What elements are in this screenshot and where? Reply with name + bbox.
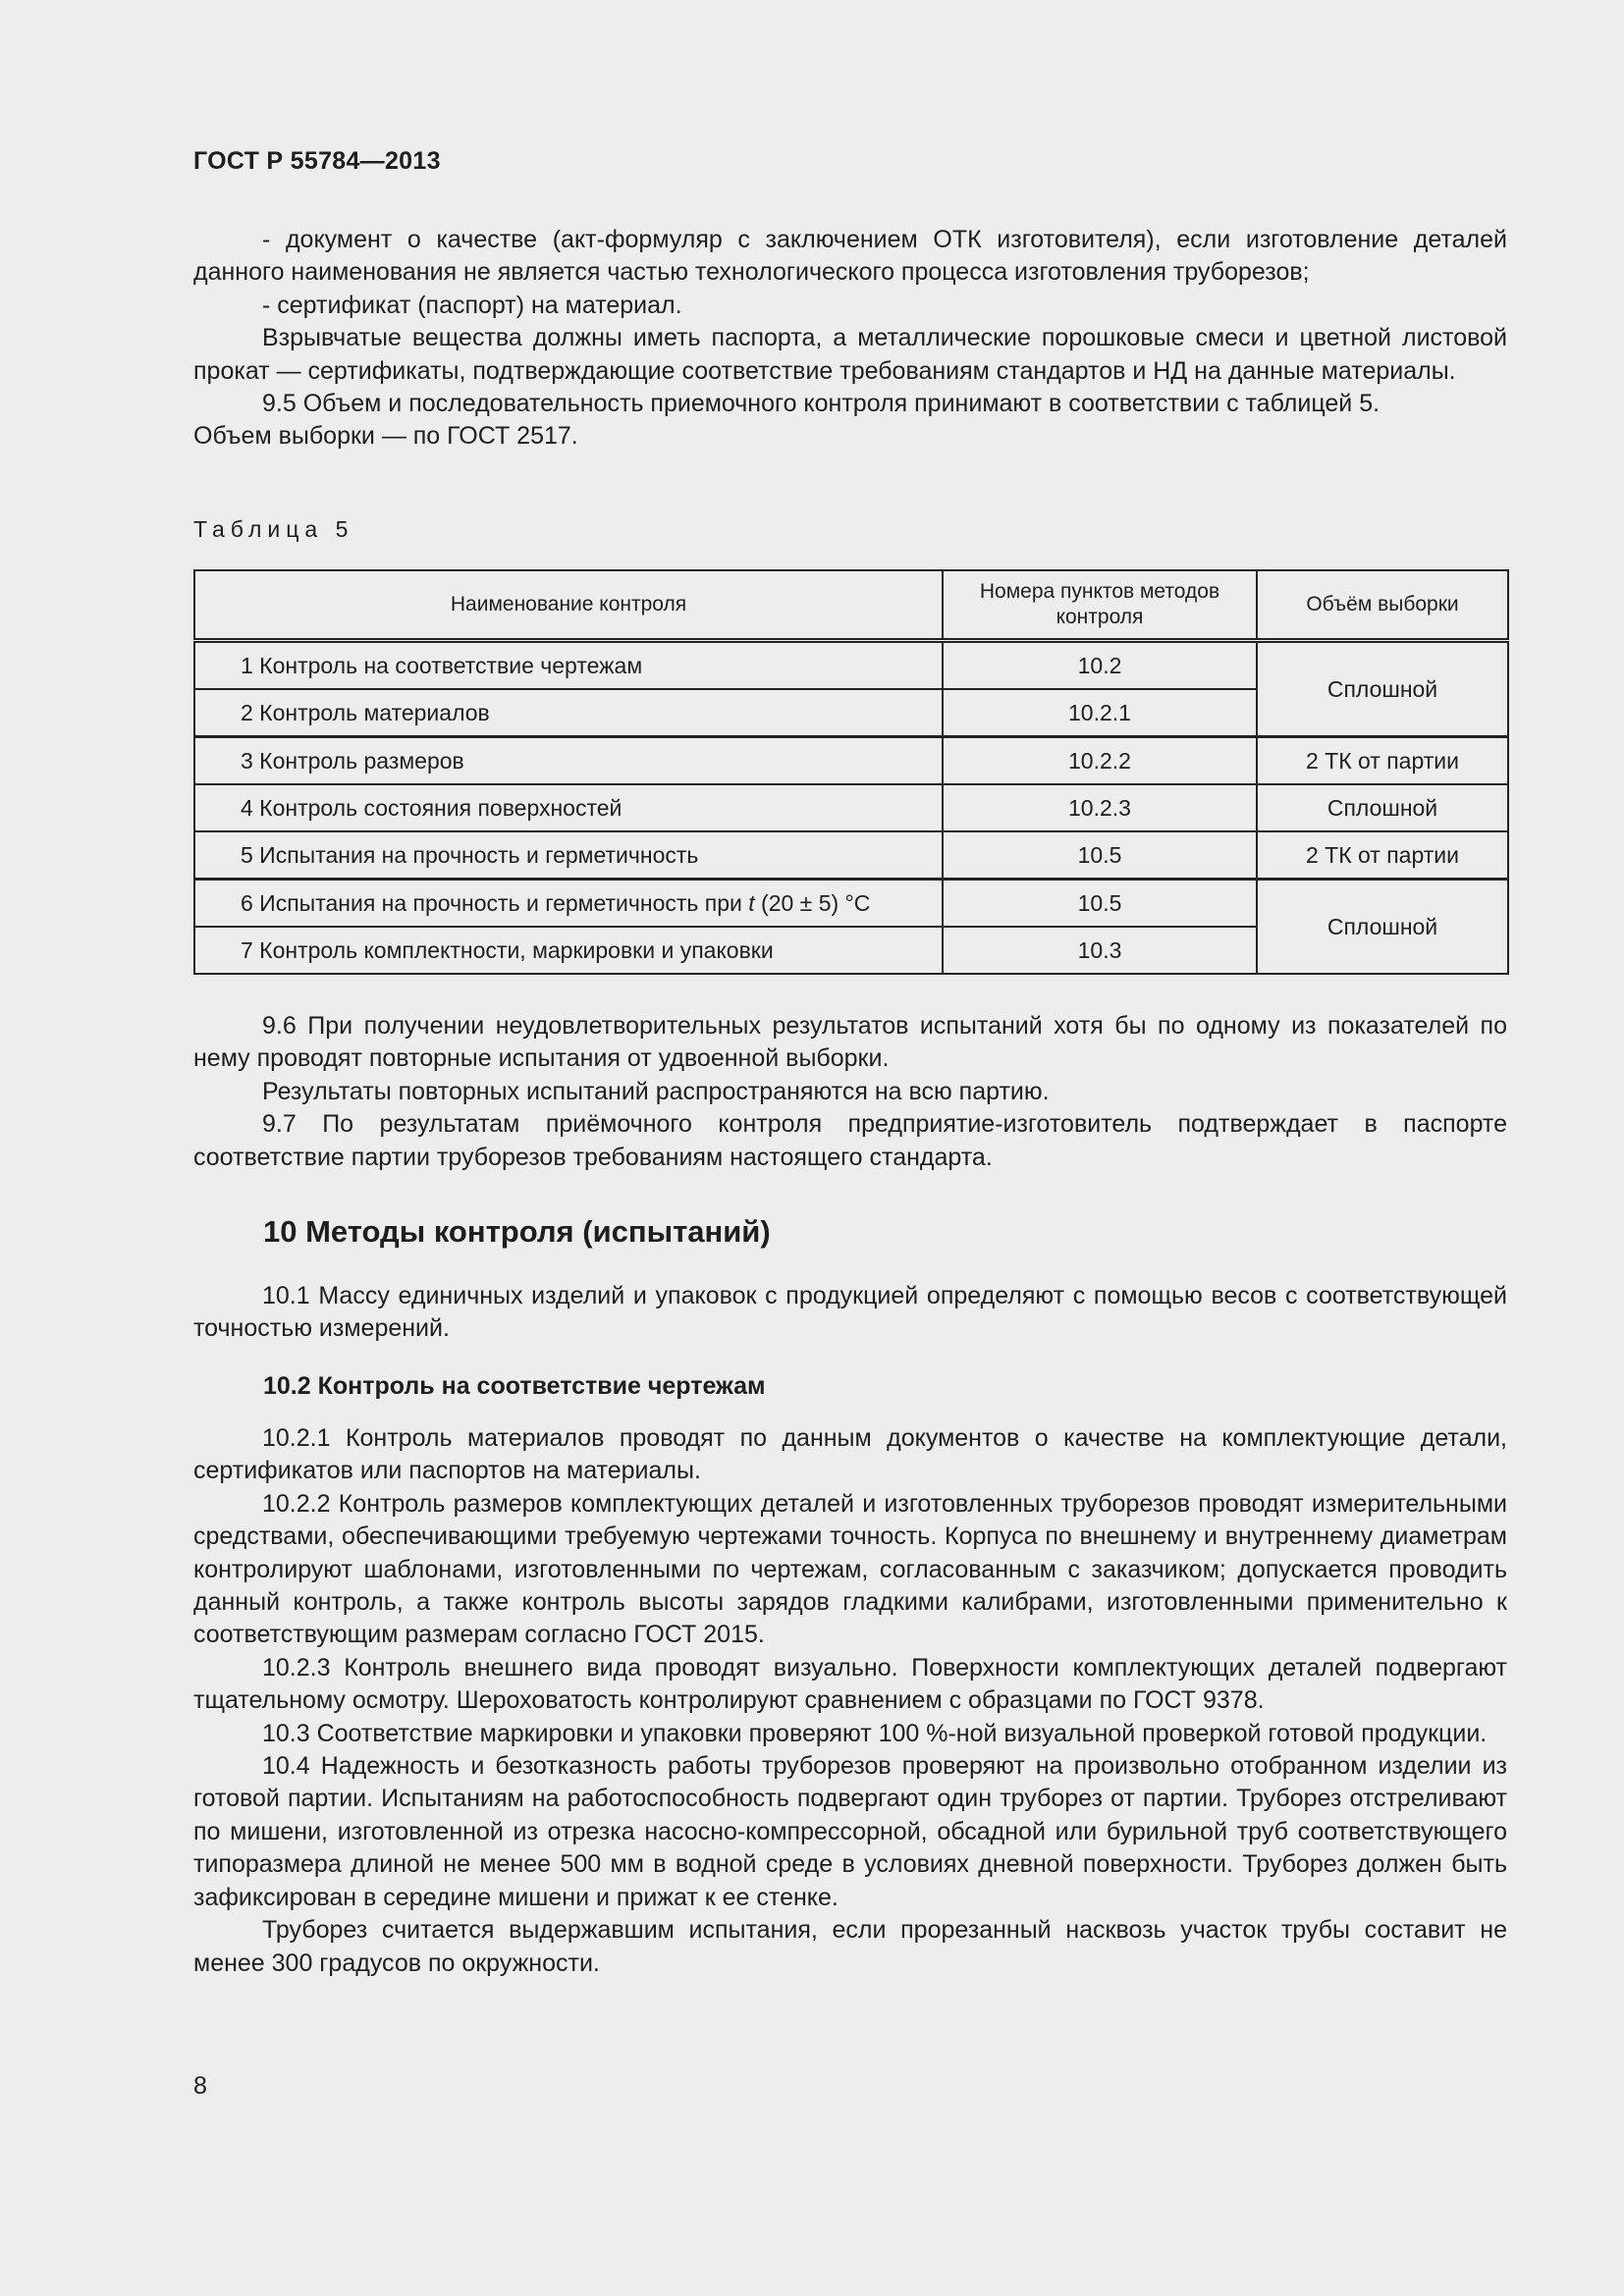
header-method-refs: Номера пунктов методов контроля: [943, 570, 1257, 641]
paragraph: Результаты повторных испытаний распространяются на всю партию.: [262, 1077, 1050, 1105]
paragraph: - документ о качестве (акт-формуляр с заключением ОТК изготовителя), если изготовление деталей данного наименования не является частью технологического процесса изготовления труборезов;: [193, 226, 1507, 287]
paragraph: 9.5 Объем и последовательность приемочного контроля принимают в соответствии с таблицей 5.: [262, 390, 1380, 418]
row-ref: 10.5: [943, 880, 1257, 928]
row-name: 7 Контроль комплектности, маркировки и упаковки: [194, 927, 943, 974]
paragraph: 10.2.2 Контроль размеров комплектующих деталей и изготовленных труборезов проводят измерительными средствами, обеспечивающими требуемую чертежами точность. Корпуса по внешнему и внутреннему диаметрам контролируют шаблонами, изготовленными по чертежам, согласованным с заказчиком; допускается проводить данный контроль, а также контроль высоты зарядов гладкими калибрами, изготовленными применительно к соответствующим размерам согласно ГОСТ 2015.: [193, 1489, 1507, 1649]
standard-header: ГОСТ Р 55784—2013: [193, 147, 441, 175]
paragraph: - сертификат (паспорт) на материал.: [262, 291, 682, 319]
paragraph: 9.6 При получении неудовлетворительных результатов испытаний хотя бы по одному из показателей по нему проводят повторные испытания от удвоенной выборки.: [193, 1012, 1507, 1073]
table-row: [194, 737, 1508, 785]
row-name: 5 Испытания на прочность и герметичность: [194, 831, 943, 880]
row-name: 3 Контроль размеров: [194, 737, 943, 785]
row-ref: 10.2.2: [943, 737, 1257, 785]
table-header-row: [194, 570, 1508, 641]
paragraph: 10.4 Надежность и безотказность работы труборезов проверяют на произвольно отобранном изделии из готовой партии. Испытаниям на работоспособность подвергают один труборез от партии. Труборез отстреливают по мишени, изготовленной из отрезка насосно-компрессорной, обсадной или бурильной труб соответствующего типоразмера длиной не менее 500 мм в водной среде в условиях дневной поверхности. Труборез должен быть зафиксирован в середине мишени и прижат к ее стенке.: [193, 1752, 1507, 1911]
table-row: [194, 784, 1508, 831]
table-row: [194, 641, 1508, 690]
row-name: 1 Контроль на соответствие чертежам: [194, 641, 943, 690]
paragraph: 9.7 По результатам приёмочного контроля предприятие-изготовитель подтверждает в паспорте соответствие партии труборезов требованиям настоящего стандарта.: [193, 1110, 1507, 1171]
text-block-intro: [193, 224, 1507, 454]
row-name-text: 6 Испытания на прочность и герметичность при: [241, 889, 749, 916]
row-ref: 10.2: [943, 641, 1257, 690]
header-sample-size: Объём выборки: [1257, 570, 1508, 641]
row-sample: Сплошной: [1257, 641, 1508, 737]
paragraph: 10.1 Массу единичных изделий и упаковок с продукцией определяют с помощью весов с соответствующей точностью измерений.: [193, 1282, 1507, 1343]
page-number: 8: [193, 2072, 207, 2100]
table-caption: Таблица 5: [193, 516, 354, 542]
paragraph: 10.2.3 Контроль внешнего вида проводят визуально. Поверхности комплектующих деталей подвергают тщательному осмотру. Шероховатость контролируют сравнением с образцами по ГОСТ 9378.: [193, 1653, 1507, 1715]
row-sample: 2 ТК от партии: [1257, 737, 1508, 785]
row-ref: 10.2.3: [943, 784, 1257, 831]
paragraph: 10.2.1 Контроль материалов проводят по данным документов о качестве на комплектующие детали, сертификатов или паспортов на материалы.: [193, 1424, 1507, 1485]
row-name: 2 Контроль материалов: [194, 689, 943, 737]
text-block-acceptance: [193, 1010, 1507, 1174]
header-control-name: Наименование контроля: [194, 570, 943, 641]
row-ref: 10.3: [943, 927, 1257, 974]
row-name-text: (20 ± 5) °C: [754, 889, 871, 916]
paragraph: Объем выборки — по ГОСТ 2517.: [193, 422, 578, 451]
temperature-symbol: t: [748, 889, 755, 916]
row-sample: 2 ТК от партии: [1257, 831, 1508, 880]
paragraph: 10.3 Соответствие маркировки и упаковки проверяют 100 %-ной визуальной проверкой готовой продукции.: [262, 1719, 1488, 1747]
subsection-title: 10.2 Контроль на соответствие чертежам: [263, 1372, 766, 1400]
table-row: [194, 831, 1508, 880]
text-block-methods: [193, 1422, 1507, 1980]
row-sample: Сплошной: [1257, 880, 1508, 975]
text-block-10-1: [193, 1280, 1507, 1346]
table-row: [194, 880, 1508, 928]
row-name: 4 Контроль состояния поверхностей: [194, 784, 943, 831]
section-title: 10 Методы контроля (испытаний): [263, 1214, 771, 1249]
row-sample: Сплошной: [1257, 784, 1508, 831]
row-ref: 10.5: [943, 831, 1257, 880]
row-name: [194, 880, 943, 928]
paragraph: Труборез считается выдержавшим испытания, если прорезанный насквозь участок трубы составит не менее 300 градусов по окружности.: [193, 1916, 1507, 1977]
row-ref: 10.2.1: [943, 689, 1257, 737]
paragraph: Взрывчатые вещества должны иметь паспорта, а металлические порошковые смеси и цветной листовой прокат — сертификаты, подтверждающие соответствие требованиям стандартов и НД на данные материалы.: [193, 324, 1507, 385]
control-table: [193, 569, 1509, 975]
